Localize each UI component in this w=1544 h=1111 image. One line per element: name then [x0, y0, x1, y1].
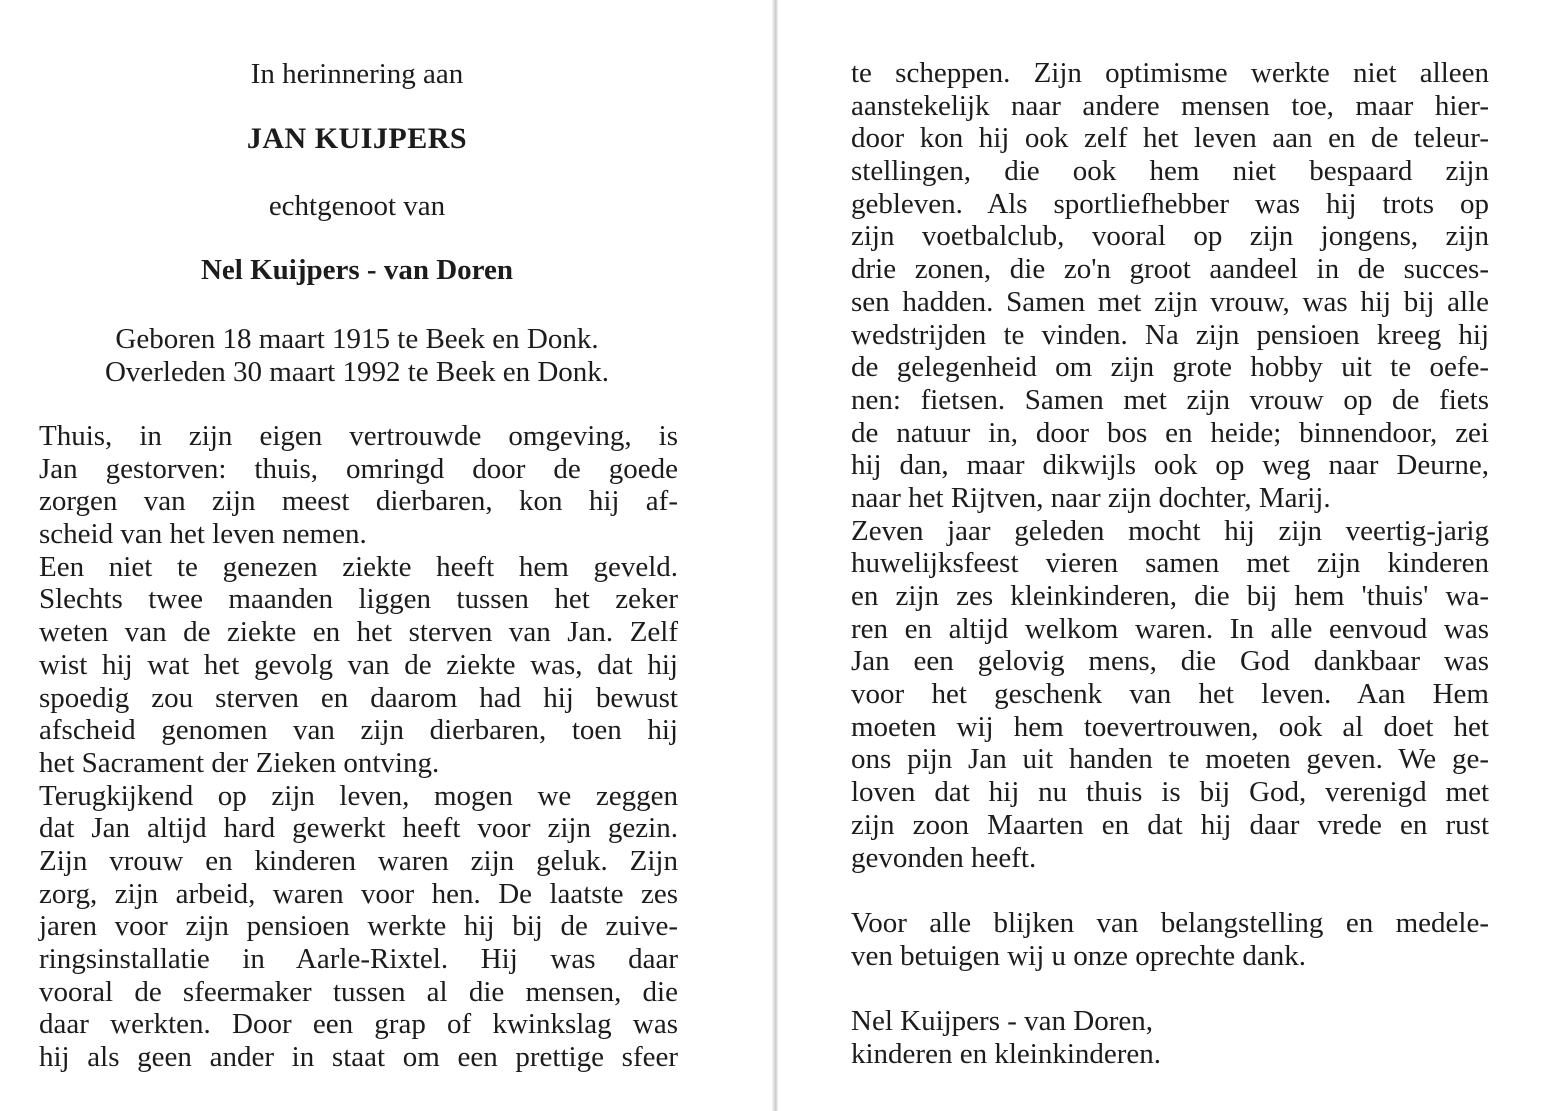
text-line: ren en altijd welkom waren. In alle eenvoud was: [851, 612, 1489, 645]
spouse-name: Nel Kuijpers - van Doren: [200, 254, 513, 286]
text-line: spoedig zou sterven en daarom had hij bewust: [39, 681, 678, 714]
text-line: door kon hij ook zelf het leven aan en de teleur-: [851, 122, 1489, 155]
text-line: Zeven jaar geleden mocht hij zijn veertig-jarig: [851, 514, 1489, 547]
text-line: moeten wij hem toevertrouwen, ook al doet het: [851, 710, 1489, 743]
text-line: Slechts twee maanden liggen tussen het zeker: [39, 583, 678, 616]
text-line: gevonden heeft.: [851, 841, 1037, 874]
text-line: nen: fietsen. Samen met zijn vrouw op de fiets: [851, 383, 1489, 416]
text-line: de natuur in, door bos en heide; binnendoor, zei: [851, 416, 1489, 449]
text-line: het Sacrament der Zieken ontving.: [39, 746, 440, 779]
text-line: gebleven. Als sportliefhebber was hij trots op: [851, 187, 1489, 220]
right-text-column: [851, 57, 1489, 1070]
text-line: wedstrijden te vinden. Na zijn pensioen kreeg hij: [851, 318, 1489, 351]
text-line: hij dan, maar dikwijls ook op weg naar Deurne,: [851, 449, 1489, 482]
text-line: naar het Rijtven, naar zijn dochter, Marij.: [851, 481, 1331, 514]
text-line: zijn voetbalclub, vooral op zijn jongens, zijn: [851, 220, 1489, 253]
text-line: Jan gestorven: thuis, omringd door de goede: [39, 452, 678, 485]
death-line: Overleden 30 maart 1992 te Beek en Donk.: [104, 356, 610, 388]
text-line: Een niet te genezen ziekte heeft hem geveld.: [39, 550, 678, 583]
text-line: en zijn zes kleinkinderen, die bij hem 'thuis' wa-: [851, 580, 1489, 612]
text-line: voor het geschenk van het leven. Aan Hem: [851, 678, 1489, 711]
text-line: afscheid genomen van zijn dierbaren, toen hij: [39, 714, 678, 747]
text-line: [851, 874, 1489, 907]
text-line: stellingen, die ook hem niet bespaard zijn: [851, 155, 1489, 188]
left-text-column: [39, 420, 678, 1074]
text-line: loven dat hij nu thuis is bij God, verenigd met: [851, 776, 1489, 809]
text-line: Zijn vrouw en kinderen waren zijn geluk. Zijn: [39, 844, 678, 877]
text-line: sen hadden. Samen met zijn vrouw, was hij bij alle: [851, 285, 1489, 318]
text-line: ven betuigen wij u onze oprechte dank.: [851, 939, 1306, 972]
text-line: drie zonen, die zo'n groot aandeel in de succes-: [851, 253, 1489, 286]
text-line: dat Jan altijd hard gewerkt heeft voor zijn gezin.: [39, 812, 678, 845]
intro-line: In herinnering aan: [250, 58, 464, 90]
text-line: Jan een gelovig mens, die God dankbaar was: [851, 645, 1489, 678]
text-line: te scheppen. Zijn optimisme werkte niet alleen: [851, 57, 1489, 89]
text-line: daar werkten. Door een grap of kwinkslag was: [39, 1008, 678, 1041]
text-line: Thuis, in zijn eigen vertrouwde omgeving, is: [39, 420, 678, 452]
text-line: jaren voor zijn pensioen werkte hij bij de zuive-: [39, 910, 678, 943]
birth-line: Geboren 18 maart 1915 te Beek en Donk.: [115, 323, 599, 355]
text-line: Voor alle blijken van belangstelling en medele-: [851, 906, 1489, 939]
text-line: scheid van het leven nemen.: [39, 518, 367, 551]
life-dates: [0, 323, 714, 389]
text-line: zijn zoon Maarten en dat hij daar vrede en rust: [851, 808, 1489, 841]
text-line: Terugkijkend op zijn leven, mogen we zeggen: [39, 779, 678, 812]
text-line: ons pijn Jan uit handen te moeten geven. We ge-: [851, 743, 1489, 776]
text-line: zorgen van zijn meest dierbaren, kon hij af-: [39, 485, 678, 518]
text-line: [851, 972, 1489, 1005]
text-line: zorg, zijn arbeid, waren voor hen. De laatste zes: [39, 877, 678, 910]
text-line: wist hij wat het gevolg van de ziekte was, dat hij: [39, 648, 678, 681]
text-line: aanstekelijk naar andere mensen toe, maar hier-: [851, 89, 1489, 122]
text-line: vooral de sfeermaker tussen al die mensen, die: [39, 975, 678, 1008]
right-page: [778, 0, 1544, 1111]
text-line: ringsinstallatie in Aarle-Rixtel. Hij was daar: [39, 943, 678, 975]
spouse-label: echtgenoot van: [268, 190, 446, 222]
text-line: weten van de ziekte en het sterven van Jan. Zelf: [39, 616, 678, 649]
text-line: de gelegenheid om zijn grote hobby uit te oefe-: [851, 351, 1489, 384]
deceased-name: JAN KUIJPERS: [246, 122, 468, 155]
text-line: huwelijksfeest vieren samen met zijn kinderen: [851, 547, 1489, 580]
text-line: kinderen en kleinkinderen.: [851, 1037, 1162, 1070]
text-line: Nel Kuijpers - van Doren,: [851, 1004, 1153, 1037]
text-line: hij als geen ander in staat om een prettige sfeer: [39, 1041, 678, 1074]
